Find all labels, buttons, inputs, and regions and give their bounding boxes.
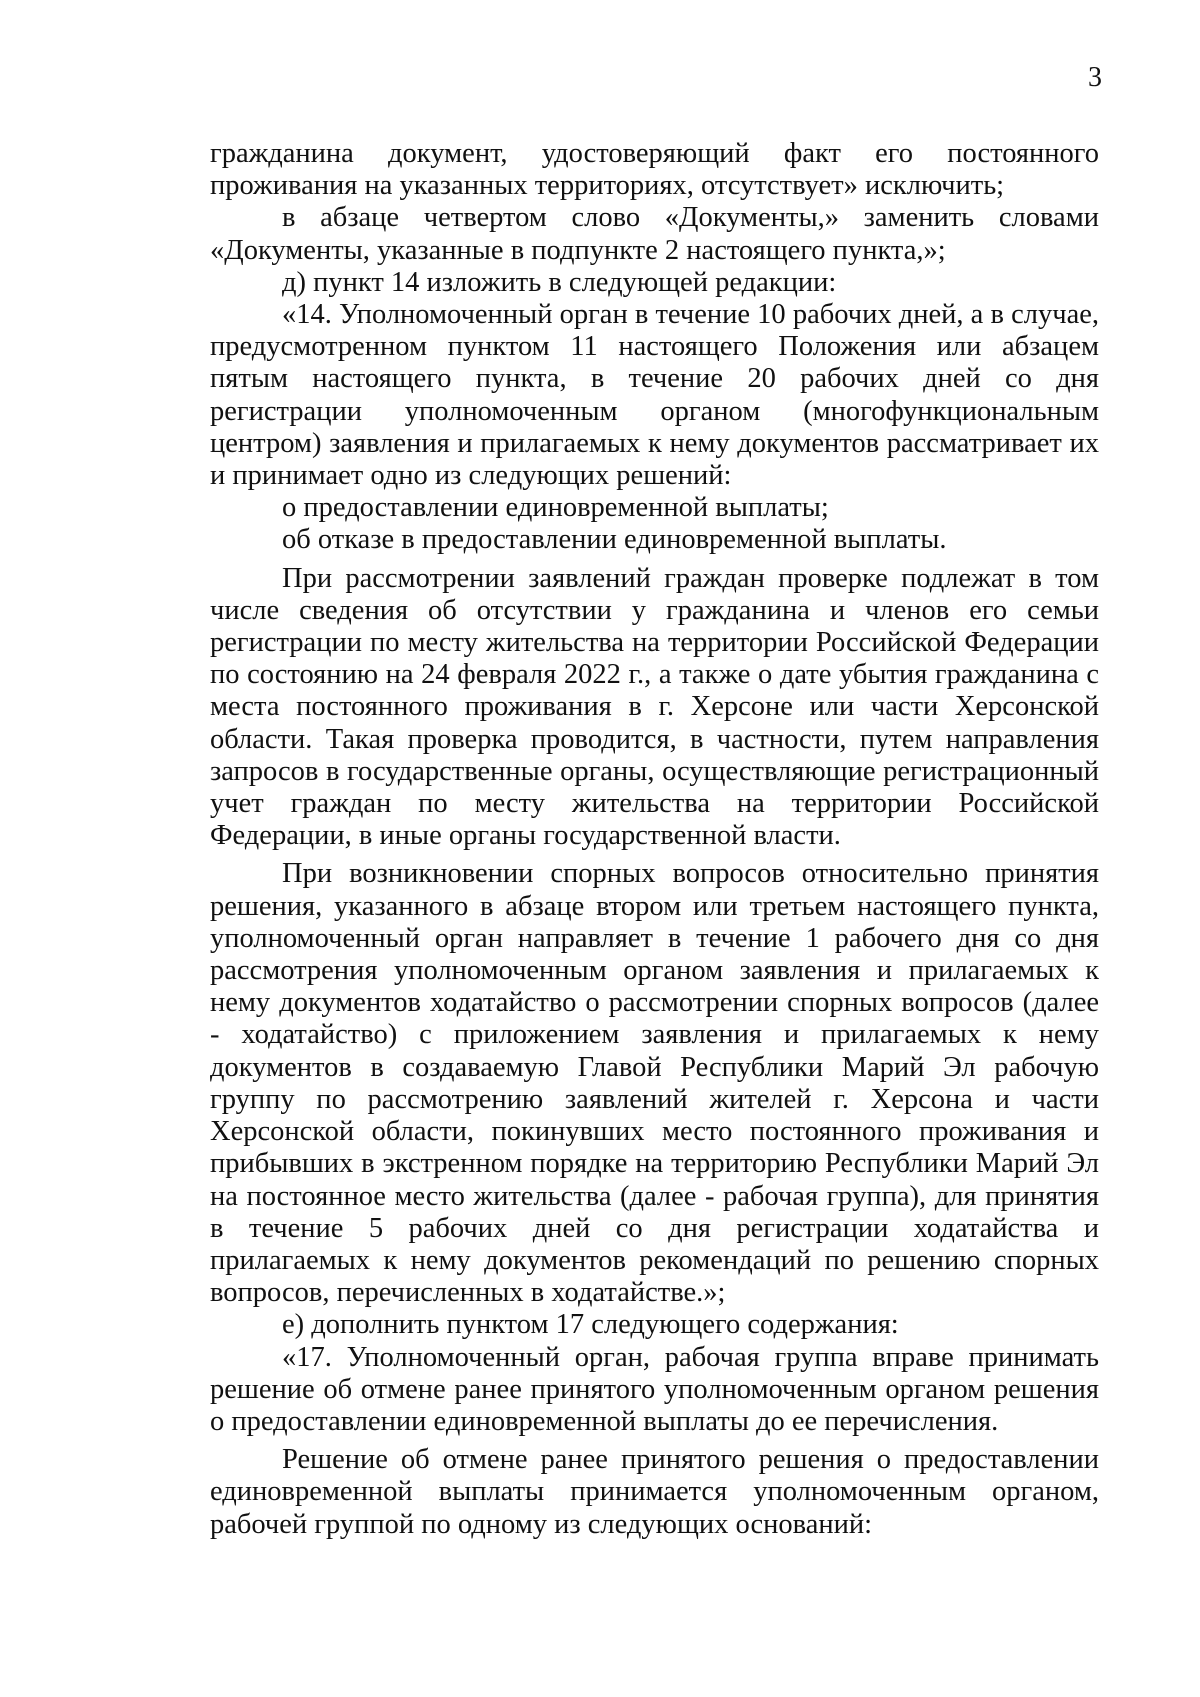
paragraph: Решение об отмене ранее принятого решения о предоставлении единовременной выплаты принимается уполномоченным органом, рабочей группой по одному из следующих оснований: [210,1444,1099,1540]
paragraph: в абзаце четвертом слово «Документы,» заменить словами «Документы, указанные в подпункте 2 настоящего пункта,»; [210,202,1099,266]
paragraph: При рассмотрении заявлений граждан проверке подлежат в том числе сведения об отсутствии у гражданина и членов его семьи регистрации по месту жительства на территории Российской Федерации по состоянию на 24 февраля 2022 г., а также о дате убытия гражданина с места постоянного проживания в г. Херсоне или части Херсонской области. Такая проверка проводится, в частности, путем направления запросов в государственные органы, осуществляющие регистрационный учет граждан по месту жительства на территории Российской Федерации, в иные органы государственной власти. [210,562,1099,852]
paragraph: гражданина документ, удостоверяющий факт его постоянного проживания на указанных территориях, отсутствует» исключить; [210,138,1099,202]
paragraph: «14. Уполномоченный орган в течение 10 рабочих дней, а в случае, предусмотренном пунктом 11 настоящего Положения или абзацем пятым настоящего пункта, в течение 20 рабочих дней со дня регистрации уполномоченным органом (многофункциональным центром) заявления и прилагаемых к нему документов рассматривает их и принимает одно из следующих решений: [210,299,1099,492]
page-number: 3 [1088,62,1102,93]
paragraph: При возникновении спорных вопросов относительно принятия решения, указанного в абзаце втором или третьем настоящего пункта, уполномоченный орган направляет в течение 1 рабочего дня со дня рассмотрения уполномоченным органом заявления и прилагаемых к нему документов ходатайство о рассмотрении спорных вопросов (далее - ходатайство) с приложением заявления и прилагаемых к нему документов в создаваемую Главой Республики Марий Эл рабочую группу по рассмотрению заявлений жителей г. Херсона и части Херсонской области, покинувших место постоянного проживания и прибывших в экстренном порядке на территорию Республики Марий Эл на постоянное место жительства (далее - рабочая группа), для принятия в течение 5 рабочих дней со дня регистрации ходатайства и прилагаемых к нему документов рекомендаций по решению спорных вопросов, перечисленных в ходатайстве.»; [210,858,1099,1309]
paragraph: д) пункт 14 изложить в следующей редакции: [282,266,837,298]
paragraph: «17. Уполномоченный орган, рабочая группа вправе принимать решение об отмене ранее принятого уполномоченным органом решения о предоставлении единовременной выплаты до ее перечисления. [210,1341,1099,1437]
paragraph: об отказе в предоставлении единовременной выплаты. [282,524,947,556]
paragraph: о предоставлении единовременной выплаты; [282,492,829,524]
paragraph: е) дополнить пунктом 17 следующего содержания: [282,1309,899,1341]
document-body [210,138,1099,1541]
